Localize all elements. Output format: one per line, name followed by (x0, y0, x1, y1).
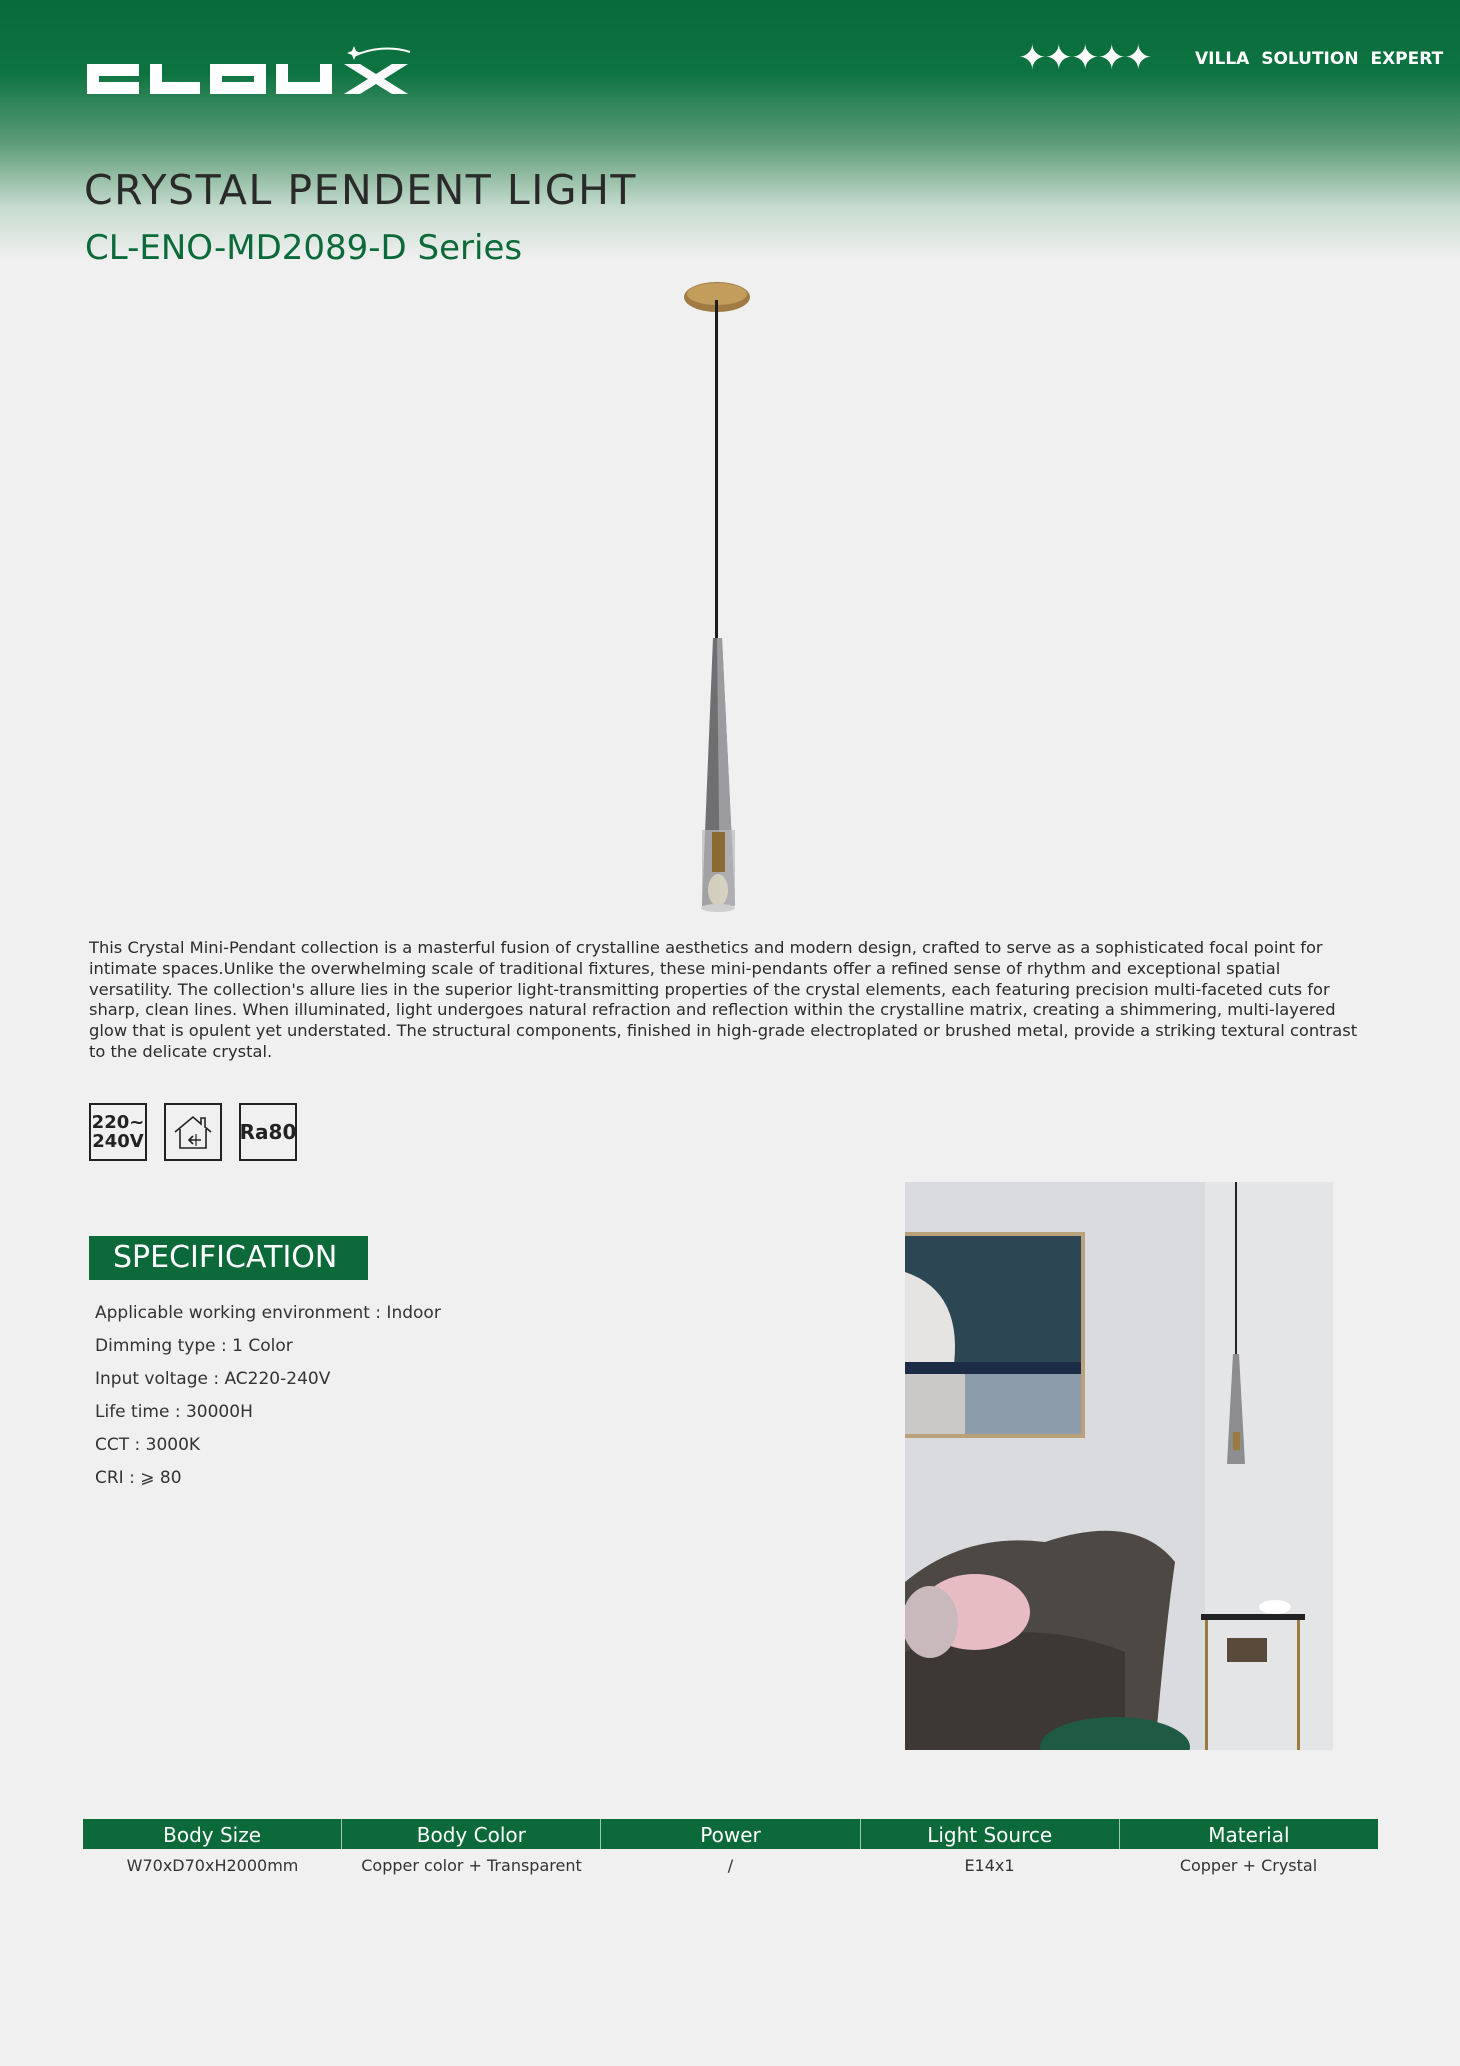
voltage-line1: 220~ (91, 1112, 145, 1133)
value-body-size: W70xD70xH2000mm (126, 1856, 299, 1875)
spec-item: CCT : 3000K (95, 1435, 201, 1455)
spec-item: Input voltage : AC220-240V (95, 1369, 331, 1389)
header-light-source: Light Source (861, 1819, 1120, 1849)
specification-heading: SPECIFICATION (89, 1236, 368, 1280)
brand-logo (82, 42, 437, 102)
rating-stars: ✦✦✦✦✦ (1018, 38, 1151, 78)
value-material: Copper + Crystal (1179, 1856, 1318, 1875)
value-power: / (727, 1856, 734, 1875)
pendant-light-image (660, 270, 780, 920)
header-material: Material (1208, 1823, 1290, 1847)
value-body-color: Copper color + Transparent (361, 1856, 582, 1875)
spec-item: CRI : ⩾ 80 (95, 1468, 182, 1488)
header-power: Power (601, 1819, 860, 1849)
product-description: This Crystal Mini-Pendant collection is a masterful fusion of crystalline aesthetics and modern design, crafted to serve as a sophisticated focal point for intimate spaces.Unlike the overwhelming scale of traditional fixtures, these mini-pendants offer a refined sense of rhythm and exceptional spatial versatility. The collection's allure lies in the superior light-transmitting properties of the crystal elements, each featuring precision multi-faceted cuts for sharp, clean lines. When illuminated, light undergoes natural refraction and reflection within the crystalline matrix, creating a shimmering, multi-layered glow that is opulent yet understated. The structural components, finished in high-grade electroplated or brushed metal, provide a striking textural contrast to the delicate crystal. (89, 938, 1358, 1061)
product-series: CL-ENO-MD2089-D Series (85, 228, 523, 268)
brand-tagline: VILLA SOLUTION EXPERT (1195, 49, 1444, 69)
spec-item: Applicable working environment : Indoor (95, 1303, 441, 1323)
product-title: CRYSTAL PENDENT LIGHT (84, 166, 637, 214)
indoor-house-icon (164, 1103, 222, 1161)
voltage-badge (89, 1103, 147, 1161)
header-band (0, 0, 1460, 260)
table-row (83, 1856, 1378, 1875)
room-scene-image (905, 1182, 1333, 1750)
header-body-color: Body Color (342, 1819, 601, 1849)
voltage-line2: 240V (92, 1131, 144, 1152)
cri-badge: Ra80 (239, 1103, 297, 1161)
header-body-size: Body Size (83, 1819, 342, 1849)
value-light-source: E14x1 (964, 1856, 1015, 1875)
spec-item: Dimming type : 1 Color (95, 1336, 293, 1356)
specification-list (95, 1302, 441, 1500)
spec-item: Life time : 30000H (95, 1402, 253, 1422)
attribute-table-header (83, 1819, 1378, 1849)
